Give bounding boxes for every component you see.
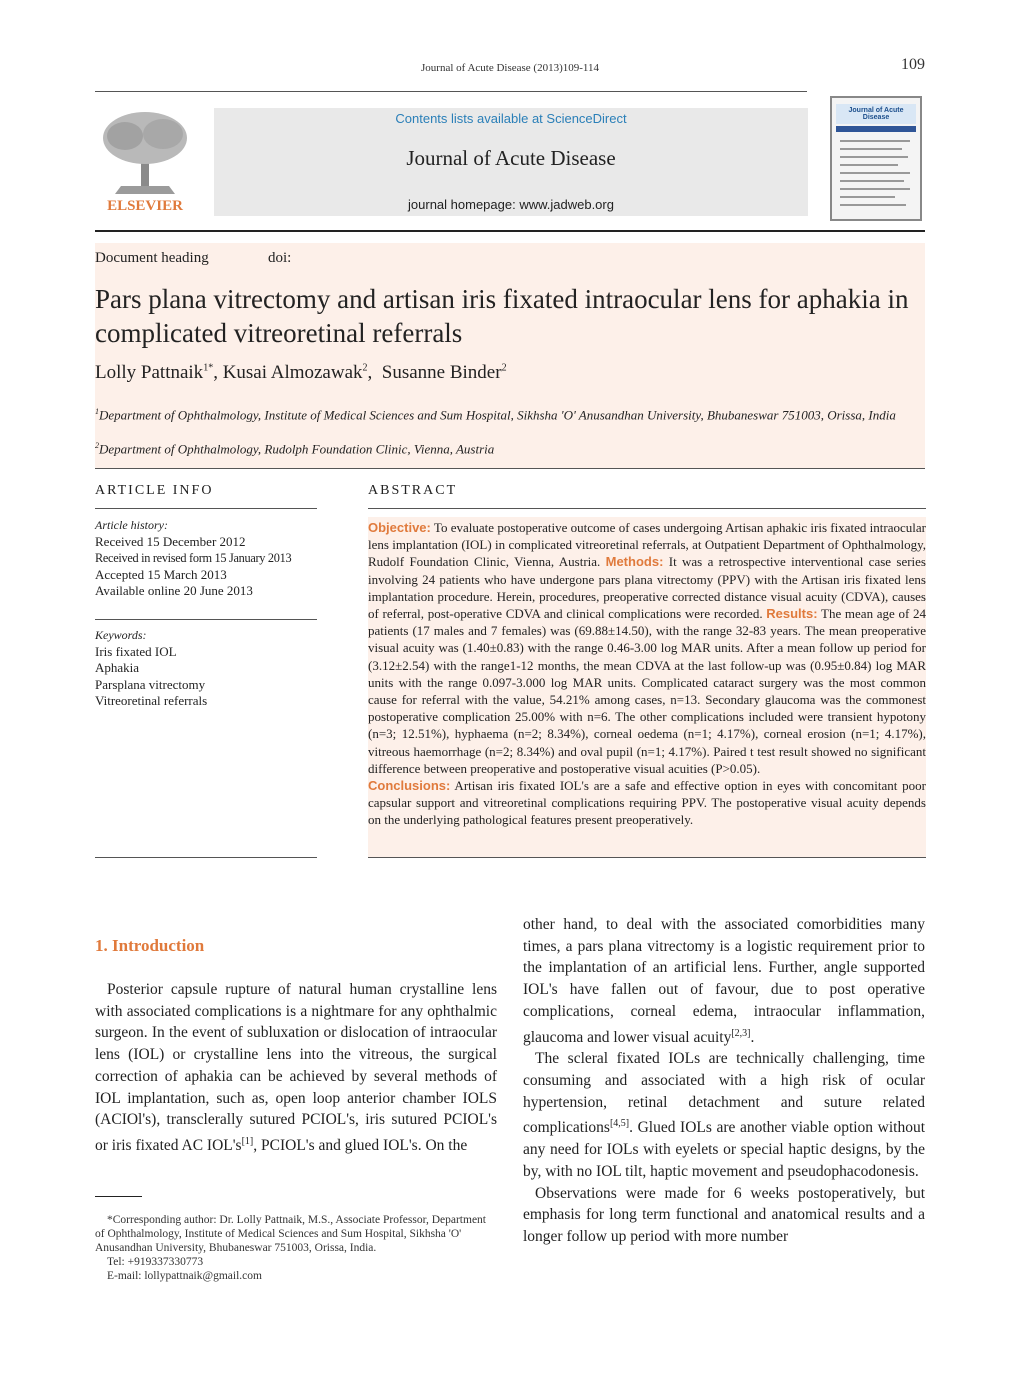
conclusions-text: Artisan iris fixated IOL's are a safe and effective option in eyes with concomitant poor capsular support and vitreoretinal complications requiring PPV. The postoperative visual acuity depends on the underlying pathological features present preoperatively.	[368, 778, 926, 828]
affiliation: $^1$Department of Ophthalmology, Institute of Medical Sciences and Sum Hospital, Sikhsha 'O' Anusandhan University, Bhubaneswar 751003, Orissa, India	[95, 407, 896, 423]
intro-paragraph: Observations were made for 6 weeks postoperatively, but emphasis for long term functional and anatomical results and a longer follow up period with more number	[523, 1184, 925, 1246]
keyword: Vitreoretinal referrals	[95, 693, 208, 708]
keyword: Parsplana vitrectomy	[95, 676, 206, 692]
intro-paragraph: Posterior capsule rupture of natural human crystalline lens with associated complications is a nightmare for any ophthalmic surgeon. In the event of subluxation or dislocation of intraocular lens (IOL) or crystalline lens into the vitreous, the surgical correction of aphakia can be achieved by several methods of IOL implantation, such as, open loop anterior chamber IOLS (ACIOl's), transclerally sutured PCIOL's, iris sutured PCIOL's or iris fixated AC IOL's[1], PCIOL's and glued IOL's. On the	[95, 981, 497, 1155]
journal-cover-thumbnail	[830, 96, 922, 221]
article-title: Pars plana vitrectomy and artisan iris fixated intraocular lens for aphakia in complicated vitreoretinal referrals	[95, 284, 909, 348]
journal-homepage[interactable]: journal homepage: www.jadweb.org	[408, 197, 614, 212]
keyword: Aphakia	[95, 660, 140, 675]
author-name: Kusai Almozawak	[222, 362, 363, 383]
corresponding-author: *Corresponding author: Dr. Lolly Pattnaik, M.S., Associate Professor, Department of Ophthalmology, Institute of Medical Sciences and Sum Hospital, Sikhsha 'O' Anusandhan University, Bhubaneswar 751003, Orissa, India.	[95, 1214, 486, 1254]
abstract-heading: ABSTRACT	[368, 483, 458, 498]
author-name: Lolly Pattnaik	[95, 362, 204, 383]
abstract-body	[368, 519, 926, 829]
intro-heading: 1. Introduction	[95, 936, 205, 955]
keyword: Iris fixated IOL	[95, 643, 177, 659]
history-item: Available online 20 June 2013	[95, 583, 253, 598]
abstract-rule	[368, 508, 926, 509]
corresponding-author-footnote	[95, 1213, 497, 1283]
title-band	[95, 243, 925, 468]
citation-ref[interactable]: [4,5]	[609, 1118, 630, 1130]
article-info-rule	[95, 857, 317, 858]
keywords	[95, 627, 317, 710]
keywords-label: Keywords:	[95, 628, 147, 642]
abstract-rule	[368, 857, 926, 858]
doi-label: doi:	[268, 250, 292, 266]
citation-ref[interactable]: [1]	[241, 1135, 254, 1147]
section-divider	[95, 468, 925, 469]
header-divider	[95, 230, 925, 232]
author-affil-mark: 2	[362, 362, 368, 374]
conclusions-label: Conclusions:	[368, 778, 451, 794]
author-phone: Tel: +919337330773	[107, 1256, 204, 1268]
intro-column-left	[95, 979, 497, 1157]
results-label: Results:	[766, 606, 818, 622]
objective-text: To evaluate postoperative outcome of cases undergoing Artisan aphakic iris fixated intraocular lens implantation (IOL) in complicated vitreoretinal referrals, at Outpatient Department of Ophthalmology, Rudolf Foundation Clinic, Vienna, Austria.	[368, 520, 926, 570]
author-affil-mark: 1*	[203, 362, 214, 374]
page-number: 109	[901, 56, 925, 73]
intro-column-right	[523, 914, 925, 1248]
affiliation: $^2$Department of Ophthalmology, Rudolph Foundation Clinic, Vienna, Austria	[95, 441, 495, 457]
objective-label: Objective:	[368, 520, 431, 535]
article-info-heading: ARTICLE INFO	[95, 483, 214, 498]
intro-paragraph: other hand, to deal with the associated comorbidities many times, a pars plana vitrectomy is a logistic requirement prior to the implantation of an artificial lens. Further, angle supported IOL's have fallen out of favour, due to post operative complications, corneal edema, intraocular inflammation, glaucoma and lower visual acuity[2,3].	[523, 916, 925, 1046]
elsevier-logo	[95, 106, 195, 216]
results-text: The mean age of 24 patients (17 males and 7 females) was (69.88±14.50), with the range 32-83 years. The mean preoperative visual acuity was (1.40±0.83) with the range 0.46-3.00 log MAR units. After a mean follow up period for (3.12±2.54) with the range1-12 months, the mean CDVA at the last follow-up was (0.95±0.84) log MAR units with the range 0.097-3.000 log MAR units. Complicated cataract surgery was the most common cause for referral with the value, 54.21% among cases, n=13. Secondary glaucoma was the commonest postoperative complication 25.00% with n=6. The other complications included were transient hypotony (n=3; 12.51%), hyphaema (n=2; 8.34%), corneal oedema (n=1; 4.17%), corneal erosion (n=1; 4.17%), vitreous haemorrhage (n=2; 8.34%) and oval pupil (n=1; 4.17%). Paired t test result showed no significant difference between preoperative and postoperative visual acuities (P>0.05).	[368, 606, 927, 776]
journal-title: Journal of Acute Disease	[406, 146, 616, 170]
author-list: Lolly Pattnaik$^{1*}$, Kusai Almozawak$^2$, Susanne Binder$^2$	[95, 362, 507, 383]
history-item: Accepted 15 March 2013	[95, 566, 227, 582]
methods-text: It was a retrospective interventional case series involving 24 patients who have undergone pars plana vitrectomy (PPV) with the Artisan iris fixated lens implantation procedure. Herein, procedures, preoperative corrected distance visual acuity (CDVA), causes of referral, post-operative CDVA and clinical complications were recorded.	[368, 554, 926, 622]
contents-link[interactable]: Contents lists available at ScienceDirect	[395, 111, 627, 126]
author-affil-mark: 2	[501, 362, 507, 374]
history-item: Received 15 December 2012	[95, 533, 246, 549]
article-info-rule	[95, 508, 317, 509]
intro-paragraph: The scleral fixated IOLs are technically challenging, time consuming and associated with a high risk of ocular hypertension, retinal detachment and suture related complications[4,5]. Glued IOLs are another viable option without any need for IOLs with eyelets or special haptic designs, by the by, with no IOL tilt, haptic movement and pseudophacodonesis.	[523, 1050, 925, 1181]
footnote-rule	[95, 1196, 142, 1197]
article-info-rule	[95, 619, 317, 620]
history-item: Received in revised form 15 January 2013	[95, 551, 292, 565]
citation-ref[interactable]: [2,3]	[731, 1027, 751, 1039]
document-heading: Document heading	[95, 250, 209, 266]
article-history	[95, 517, 317, 600]
tree-icon	[95, 106, 195, 216]
top-rule	[95, 91, 807, 92]
cover-title: Journal of Acute Disease	[848, 107, 904, 121]
author-email[interactable]: E-mail: lollypattnaik@gmail.com	[107, 1270, 262, 1282]
history-label: Article history:	[95, 518, 168, 532]
author-name: Susanne Binder	[381, 362, 502, 383]
running-head: Journal of Acute Disease (2013)109-114	[421, 62, 599, 74]
methods-label: Methods:	[605, 554, 664, 570]
publisher-wordmark: ELSEVIER	[107, 198, 183, 214]
